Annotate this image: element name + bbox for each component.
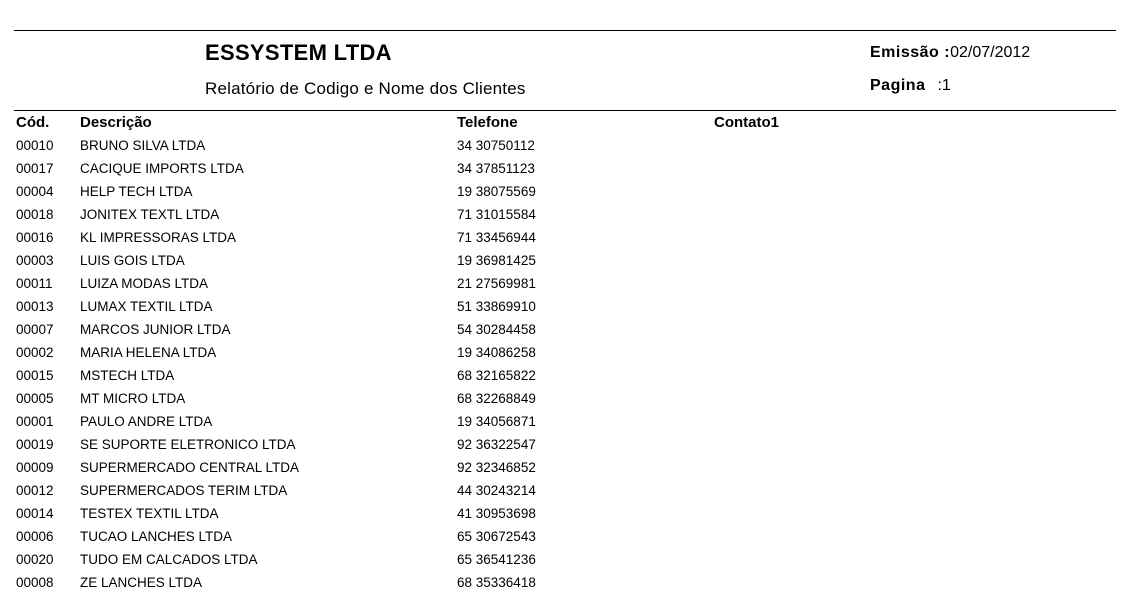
issue-date-label: Emissão : — [870, 44, 951, 61]
client-list — [0, 134, 1132, 594]
cell-descricao: SE SUPORTE ELETRONICO LTDA — [80, 437, 296, 452]
cell-telefone: 51 33869910 — [457, 299, 536, 314]
table-row — [0, 456, 1132, 479]
cell-cod: 00006 — [16, 529, 54, 544]
table-row — [0, 364, 1132, 387]
cell-descricao: TUDO EM CALCADOS LTDA — [80, 552, 258, 567]
cell-cod: 00012 — [16, 483, 54, 498]
table-row — [0, 387, 1132, 410]
cell-descricao: LUMAX TEXTIL LTDA — [80, 299, 213, 314]
cell-descricao: ZE LANCHES LTDA — [80, 575, 203, 590]
column-header-descricao: Descrição — [80, 114, 152, 131]
table-row — [0, 318, 1132, 341]
cell-cod: 00019 — [16, 437, 54, 452]
cell-cod: 00005 — [16, 391, 54, 406]
cell-descricao: LUIZA MODAS LTDA — [80, 276, 209, 291]
header-top-rule — [14, 30, 1116, 31]
table-row — [0, 479, 1132, 502]
cell-descricao: JONITEX TEXTL LTDA — [80, 207, 220, 222]
cell-cod: 00011 — [16, 276, 53, 291]
table-row — [0, 548, 1132, 571]
cell-telefone: 21 27569981 — [457, 276, 536, 291]
cell-descricao: MSTECH LTDA — [80, 368, 175, 383]
cell-telefone: 19 38075569 — [457, 184, 536, 199]
cell-cod: 00001 — [16, 414, 54, 429]
cell-telefone: 44 30243214 — [457, 483, 536, 498]
cell-cod: 00009 — [16, 460, 54, 475]
cell-descricao: MARCOS JUNIOR LTDA — [80, 322, 231, 337]
table-row — [0, 525, 1132, 548]
cell-telefone: 41 30953698 — [457, 506, 536, 521]
cell-telefone: 71 33456944 — [457, 230, 536, 245]
cell-cod: 00008 — [16, 575, 54, 590]
cell-cod: 00003 — [16, 253, 54, 268]
cell-telefone: 68 35336418 — [457, 575, 536, 590]
cell-telefone: 19 36981425 — [457, 253, 536, 268]
cell-descricao: SUPERMERCADO CENTRAL LTDA — [80, 460, 300, 475]
cell-descricao: MARIA HELENA LTDA — [80, 345, 217, 360]
cell-cod: 00010 — [16, 138, 54, 153]
cell-cod: 00016 — [16, 230, 54, 245]
table-row — [0, 249, 1132, 272]
cell-cod: 00004 — [16, 184, 54, 199]
cell-descricao: HELP TECH LTDA — [80, 184, 193, 199]
page-number-value: :1 — [937, 77, 951, 94]
column-header-telefone: Telefone — [457, 114, 518, 131]
column-header-contato: Contato1 — [714, 114, 779, 131]
cell-telefone: 34 30750112 — [457, 138, 535, 153]
issue-date — [870, 44, 1030, 62]
table-row — [0, 226, 1132, 249]
cell-cod: 00015 — [16, 368, 54, 383]
cell-cod: 00002 — [16, 345, 54, 360]
cell-descricao: PAULO ANDRE LTDA — [80, 414, 213, 429]
table-row — [0, 571, 1132, 594]
cell-cod: 00007 — [16, 322, 54, 337]
cell-descricao: LUIS GOIS LTDA — [80, 253, 185, 268]
cell-cod: 00014 — [16, 506, 54, 521]
cell-telefone: 65 30672543 — [457, 529, 536, 544]
table-row — [0, 157, 1132, 180]
table-row — [0, 410, 1132, 433]
table-row — [0, 203, 1132, 226]
company-name: ESSYSTEM LTDA — [205, 40, 392, 65]
cell-descricao: TUCAO LANCHES LTDA — [80, 529, 233, 544]
cell-descricao: KL IMPRESSORAS LTDA — [80, 230, 237, 245]
table-row — [0, 502, 1132, 525]
cell-descricao: CACIQUE IMPORTS LTDA — [80, 161, 244, 176]
table-row — [0, 433, 1132, 456]
table-row — [0, 295, 1132, 318]
cell-cod: 00018 — [16, 207, 54, 222]
cell-telefone: 92 36322547 — [457, 437, 536, 452]
cell-telefone: 92 32346852 — [457, 460, 536, 475]
report-title: Relatório de Codigo e Nome dos Clientes — [205, 79, 526, 98]
cell-telefone: 71 31015584 — [457, 207, 536, 222]
cell-telefone: 19 34086258 — [457, 345, 536, 360]
cell-descricao: MT MICRO LTDA — [80, 391, 186, 406]
cell-descricao: BRUNO SILVA LTDA — [80, 138, 206, 153]
cell-telefone: 54 30284458 — [457, 322, 536, 337]
cell-telefone: 34 37851123 — [457, 161, 535, 176]
page-number — [870, 77, 951, 95]
page-number-label: Pagina — [870, 77, 926, 94]
table-row — [0, 134, 1132, 157]
column-header-cod: Cód. — [16, 114, 50, 131]
cell-descricao: TESTEX TEXTIL LTDA — [80, 506, 219, 521]
cell-telefone: 19 34056871 — [457, 414, 536, 429]
cell-cod: 00013 — [16, 299, 54, 314]
cell-telefone: 65 36541236 — [457, 552, 536, 567]
cell-cod: 00020 — [16, 552, 54, 567]
cell-telefone: 68 32165822 — [457, 368, 536, 383]
header-bottom-rule — [14, 110, 1116, 111]
cell-cod: 00017 — [16, 161, 54, 176]
cell-telefone: 68 32268849 — [457, 391, 536, 406]
issue-date-value: 02/07/2012 — [950, 44, 1031, 61]
cell-descricao: SUPERMERCADOS TERIM LTDA — [80, 483, 288, 498]
table-row — [0, 180, 1132, 203]
table-row — [0, 341, 1132, 364]
table-row — [0, 272, 1132, 295]
